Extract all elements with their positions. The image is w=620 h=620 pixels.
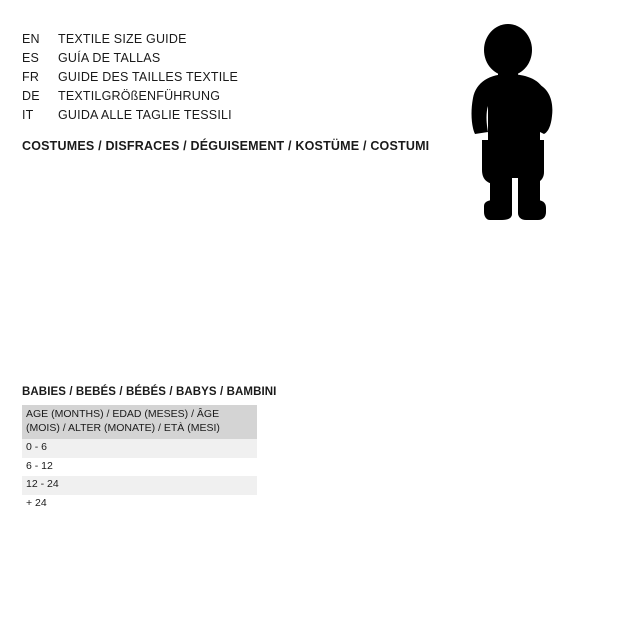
language-code: IT bbox=[22, 108, 34, 122]
language-title: TEXTILE SIZE GUIDE bbox=[58, 32, 187, 46]
language-list bbox=[22, 30, 402, 125]
size-table-block bbox=[22, 386, 277, 513]
language-code: FR bbox=[22, 70, 40, 84]
language-title: GUIDA ALLE TAGLIE TESSILI bbox=[58, 108, 232, 122]
table-cell-age: 12 - 24 bbox=[22, 476, 257, 495]
table-row bbox=[22, 476, 257, 495]
language-row bbox=[22, 106, 402, 125]
table-cell-age: 0 - 6 bbox=[22, 439, 257, 458]
table-header-row bbox=[22, 405, 257, 439]
language-row bbox=[22, 68, 402, 87]
table-row bbox=[22, 439, 257, 458]
language-code: ES bbox=[22, 51, 40, 65]
size-table bbox=[22, 405, 257, 513]
table-cell-age: 6 - 12 bbox=[22, 458, 257, 477]
table-caption: BABIES / BEBÉS / BÉBÉS / BABYS / BAMBINI bbox=[22, 386, 277, 398]
toddler-silhouette-icon bbox=[452, 22, 572, 232]
table-row bbox=[22, 495, 257, 514]
table-header-cell: AGE (MONTHS) / EDAD (MESES) / ÂGE (MOIS) / ALTER (MONATE) / ETÀ (MESI) bbox=[22, 405, 257, 439]
language-title: TEXTILGRÖßENFÜHRUNG bbox=[58, 89, 221, 103]
language-title: GUIDE DES TAILLES TEXTILE bbox=[58, 70, 239, 84]
language-row bbox=[22, 30, 402, 49]
language-row bbox=[22, 49, 402, 68]
language-row bbox=[22, 87, 402, 106]
language-code: DE bbox=[22, 89, 40, 103]
language-title: GUÍA DE TALLAS bbox=[58, 51, 161, 65]
table-row bbox=[22, 458, 257, 477]
category-line: COSTUMES / DISFRACES / DÉGUISEMENT / KOSTÜME / COSTUMI bbox=[22, 139, 430, 153]
table-cell-age: + 24 bbox=[22, 495, 257, 514]
language-code: EN bbox=[22, 32, 40, 46]
